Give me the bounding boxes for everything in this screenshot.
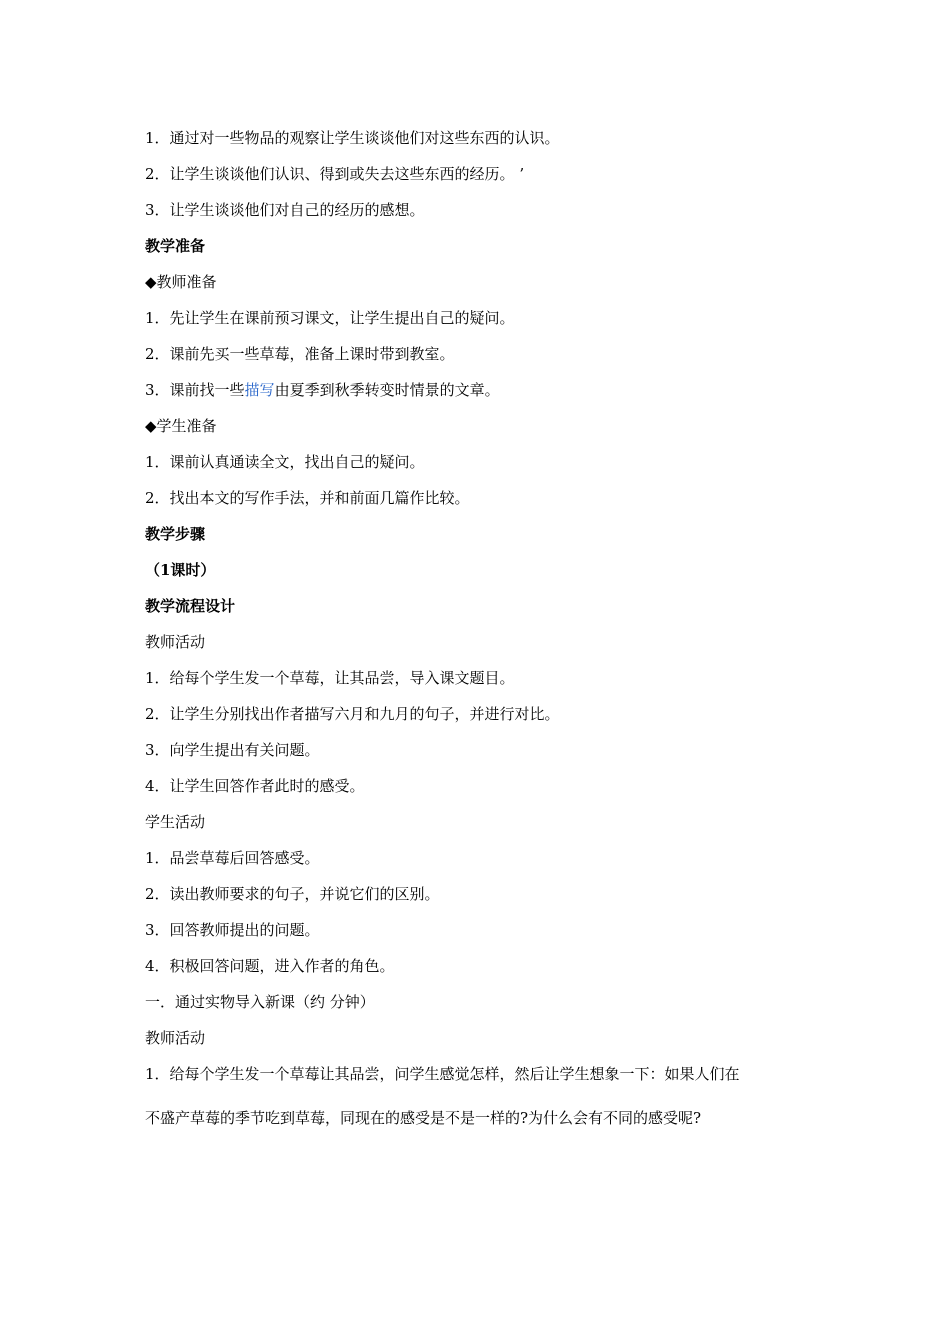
teacher-prep-3-after: 由夏季到秋季转变时情景的文章。 xyxy=(274,381,500,399)
teacher-activity-1: 1．给每个学生发一个草莓，让其品尝，导入课文题目。 xyxy=(145,669,515,687)
student-activity-1: 1．品尝草莓后回答感受。 xyxy=(145,849,320,867)
student-prep-heading: ◆学生准备 xyxy=(145,417,217,435)
student-activity-4: 4．积极回答问题，进入作者的角色。 xyxy=(145,957,395,975)
student-prep-1: 1．课前认真通读全文，找出自己的疑问。 xyxy=(145,453,425,471)
describe-link[interactable]: 描写 xyxy=(244,381,275,399)
section-one-para-line-1: 1．给每个学生发一个草莓让其品尝，问学生感觉怎样，然后让学生想象一下：如果人们在 xyxy=(145,1065,740,1083)
student-prep-2: 2．找出本文的写作手法，并和前面几篇作比较。 xyxy=(145,489,470,507)
student-activity-label: 学生活动 xyxy=(145,813,206,831)
objective-2: 2．让学生谈谈他们认识、得到或失去这些东西的经历。 ’ xyxy=(145,165,525,183)
teacher-prep-2: 2．课前先买一些草莓，准备上课时带到教室。 xyxy=(145,345,455,363)
teacher-prep-3 xyxy=(145,380,500,400)
teacher-activity-2: 2．让学生分别找出作者描写六月和九月的句子，并进行对比。 xyxy=(145,705,560,723)
section-one-title: 一．通过实物导入新课（约 分钟） xyxy=(145,993,375,1011)
teacher-activity-3: 3．向学生提出有关问题。 xyxy=(145,741,320,759)
student-activity-3: 3．回答教师提出的问题。 xyxy=(145,921,320,939)
section-one-para-line-2: 不盛产草莓的季节吃到草莓，同现在的感受是不是一样的?为什么会有不同的感受呢? xyxy=(145,1109,702,1127)
teacher-activity-label: 教师活动 xyxy=(145,633,206,651)
steps-heading: 教学步骤 xyxy=(145,525,206,543)
flow-heading: 教学流程设计 xyxy=(145,597,236,615)
teacher-activity-4: 4．让学生回答作者此时的感受。 xyxy=(145,777,365,795)
objective-1: 1．通过对一些物品的观察让学生谈谈他们对这些东西的认识。 xyxy=(145,129,560,147)
teacher-prep-heading: ◆教师准备 xyxy=(145,273,217,291)
objective-3: 3．让学生谈谈他们对自己的经历的感想。 xyxy=(145,201,425,219)
teacher-prep-3-before: 3．课前找一些 xyxy=(145,381,245,399)
teacher-prep-1: 1．先让学生在课前预习课文，让学生提出自己的疑问。 xyxy=(145,309,515,327)
student-activity-2: 2．读出教师要求的句子，并说它们的区别。 xyxy=(145,885,440,903)
class-hours: （1课时） xyxy=(145,561,216,579)
section-one-teacher-label: 教师活动 xyxy=(145,1029,206,1047)
prep-heading: 教学准备 xyxy=(145,237,206,255)
